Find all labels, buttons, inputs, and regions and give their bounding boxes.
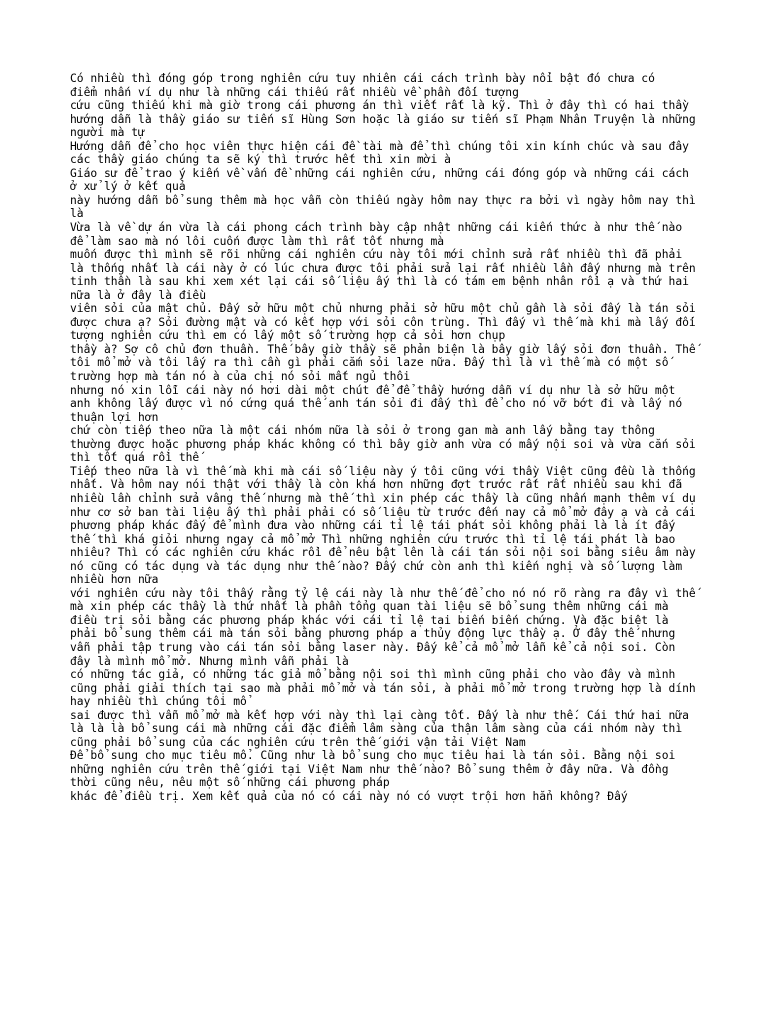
transcript-paragraph: này hướng dẫn bổ sung thêm mà học vẫn còn thiếu ngày hôm nay thực ra bởi vì ngày hôm nay thì là <box>70 193 696 221</box>
transcript-paragraph: viên sỏi của mật chủ. Đấy sở hữu một chủ nhưng phải sở hữu một chủ gần là sỏi đấy là tán sỏi được chưa ạ? Sỏi đường mật và có kết hợp với sỏi côn trùng. Thì đấy vì thế mà khi mà lấy đối tượng nghiên cứu thì em có lấy một số trường hợp cả sỏi hơn chụp <box>70 302 696 343</box>
transcript-paragraph: Có nhiều thì đóng góp trong nghiên cứu tuy nhiên cái cách trình bày nổi bật đó chưa có <box>70 72 655 85</box>
transcript-paragraph: có những tác giả, có những tác giả mổ bằng nội soi thì mình cũng phải cho vào đây và mình cũng phải giải thích tại sao mà phải mổ mở và tán sỏi, à phải mổ mở trong trường hợp là dính hay nhiều thì chúng tôi mổ <box>70 668 696 709</box>
transcript-paragraph: Vừa là về dự án vừa là cái phong cách trình bày cập nhật những cái kiến thức à như thế nào để làm sao mà nó lôi cuốn được làm thì rất tốt nhưng mà <box>70 221 683 248</box>
transcript-paragraph: khác để điều trị. Xem kết quả của nó có cái này nó có vượt trội hơn hẳn không? Đấy <box>70 789 628 803</box>
transcript-page <box>70 72 700 804</box>
transcript-paragraph: Giáo sư để trao ý kiến về vấn đề những cái nghiên cứu, những cái đóng góp và những cái cách ở xử lý ở kết quả <box>70 166 689 194</box>
transcript-paragraph: thầy à? Sợ cô chủ đơn thuần. Thế bây giờ thầy sẽ phản biện là bây giờ lấy sỏi đơn thuần. Thế tôi mổ mở và tôi lấy ra thì cần gì phải cắm sỏi laze nữa. Đấy thì là vì thế mà có một số trường hợp mà tán nó à của chị nó sỏi mất ngủ thôi <box>70 342 696 384</box>
transcript-paragraph: chứ còn tiếp theo nữa là một cái nhóm nữa là sỏi ở trong gan mà anh lấy bằng tay thông thường được hoặc phương pháp khác không có thì bây giờ anh vừa có mấy nội soi và vừa cắn sỏi thì tốt quá rồi thế <box>70 424 696 465</box>
transcript-paragraph: cứu cũng thiếu khi mà giờ trong cái phương án thì viết rất là kỹ. Thì ở đây thì có hai thầy hướng dẫn là thầy giáo sư tiến sĩ Hùng Sơn hoặc là giáo sư tiến sĩ Phạm Nhân Truyện là những người mà tự <box>70 99 696 140</box>
transcript-paragraph: Để bổ sung cho mục tiêu mổ. Cũng như là bổ sung cho mục tiêu hai là tán sỏi. Bằng nội soi những nghiên cứu trên thế giới tại Việt Nam như thế nào? Bổ sung thêm ở đây nữa. Và đồng thời cũng nêu, nêu một số những cái phương pháp <box>70 749 676 790</box>
transcript-paragraph: với nghiên cứu này tôi thấy rằng tỷ lệ cái này là như thế để cho nó nó rõ ràng ra đây vì thế mà xin phép các thầy là thứ nhất là phần tổng quan tài liệu sẽ bổ sung thêm những cái mà <box>70 586 696 614</box>
transcript-paragraph: sai được thì vẫn mổ mở mà kết hợp với này thì lại càng tốt. Đấy là như thế. Cái thứ hai nữa là là là bổ sung cái mà những cái đặc điểm lâm sàng của thận lâm sàng của cái nhóm này thì cũng phải bổ sung của các nghiên cứu trên thế giới vận tải Việt Nam <box>70 708 689 749</box>
transcript-paragraph: Hướng dẫn để cho học viên thực hiện cái đề tài mà để thì chúng tôi xin kính chúc và sau đây các thầy giáo chúng ta sẽ ký thì trước hết thì xin mời à <box>70 139 689 167</box>
transcript-paragraph: điều trị sỏi bằng các phương pháp khác với cái tỉ lệ tai biến biến chứng. Và đặc biệt là phải bổ sung thêm cái mà tán sỏi bằng phương pháp a thủy động lực thầy ạ. Ở đây thế nhưng vẫn phải tập trung vào cái tán sỏi bằng laser này. Đấy kể cả mổ mở lẫn kể cả nội soi. Còn đây là mình mổ mở. Nhưng mình vẫn phải là <box>70 613 676 668</box>
transcript-paragraph: nhưng nó xin lỗi cái này nó hơi dài một chút để để thầy hướng dẫn ví dụ như là sở hữu một anh không lấy được vì nó cứng quá thế anh tán sỏi đi đấy thì để cho nó vỡ bớt đi và lấy nó thuận lợi hơn <box>70 383 683 424</box>
transcript-paragraph: điểm nhấn ví dụ như là những cái thiếu rất nhiều về phần đối tượng <box>70 85 519 99</box>
transcript-paragraph: muốn được thì mình sẽ rõi những cái nghiên cứu này tôi mới chỉnh sửa rất nhiều thì đã phải là thống nhất là cái này ở có lúc chưa được tôi phải sửa lại rất nhiều lần đấy nhưng mà trên tinh thần là sau khi xem xét lại cái số liệu ấy thì là có tám em bệnh nhân rồi ạ và thứ hai nữa là ở đây là điều <box>70 248 696 302</box>
transcript-paragraph: Tiếp theo nữa là vì thế mà khi mà cái số liệu này ý tôi cũng với thầy Việt cũng đều là thống nhất. Và hôm nay nói thật với thầy là còn khá hơn những đợt trước rất rất nhiều sau khi đã nhiều lần chỉnh sửa vâng thế nhưng mà thế thì xin phép các thầy là cũng nhấn mạnh thêm ví dụ như cơ sở ban tài liệu ấy thì phải phải có số liệu từ trước đến nay cả mổ mở đây ạ và cả cái phương pháp khác đấy để mình đưa vào những cái tỉ lệ tái phát sỏi không phải là là ít đấy thế thì khá giỏi nhưng ngay cả mổ mở Thì những nghiên cứu trước thì tỉ lệ tái phát là bao nhiêu? Thì có các nghiên cứu khác rồi để nêu bật lên là cái tán sỏi nội soi bằng siêu âm này nó cũng có tác dụng và tác dụng như thế nào? Đấy chứ còn anh thì kiến nghị và số lượng làm nhiều hơn nữa <box>70 464 696 587</box>
